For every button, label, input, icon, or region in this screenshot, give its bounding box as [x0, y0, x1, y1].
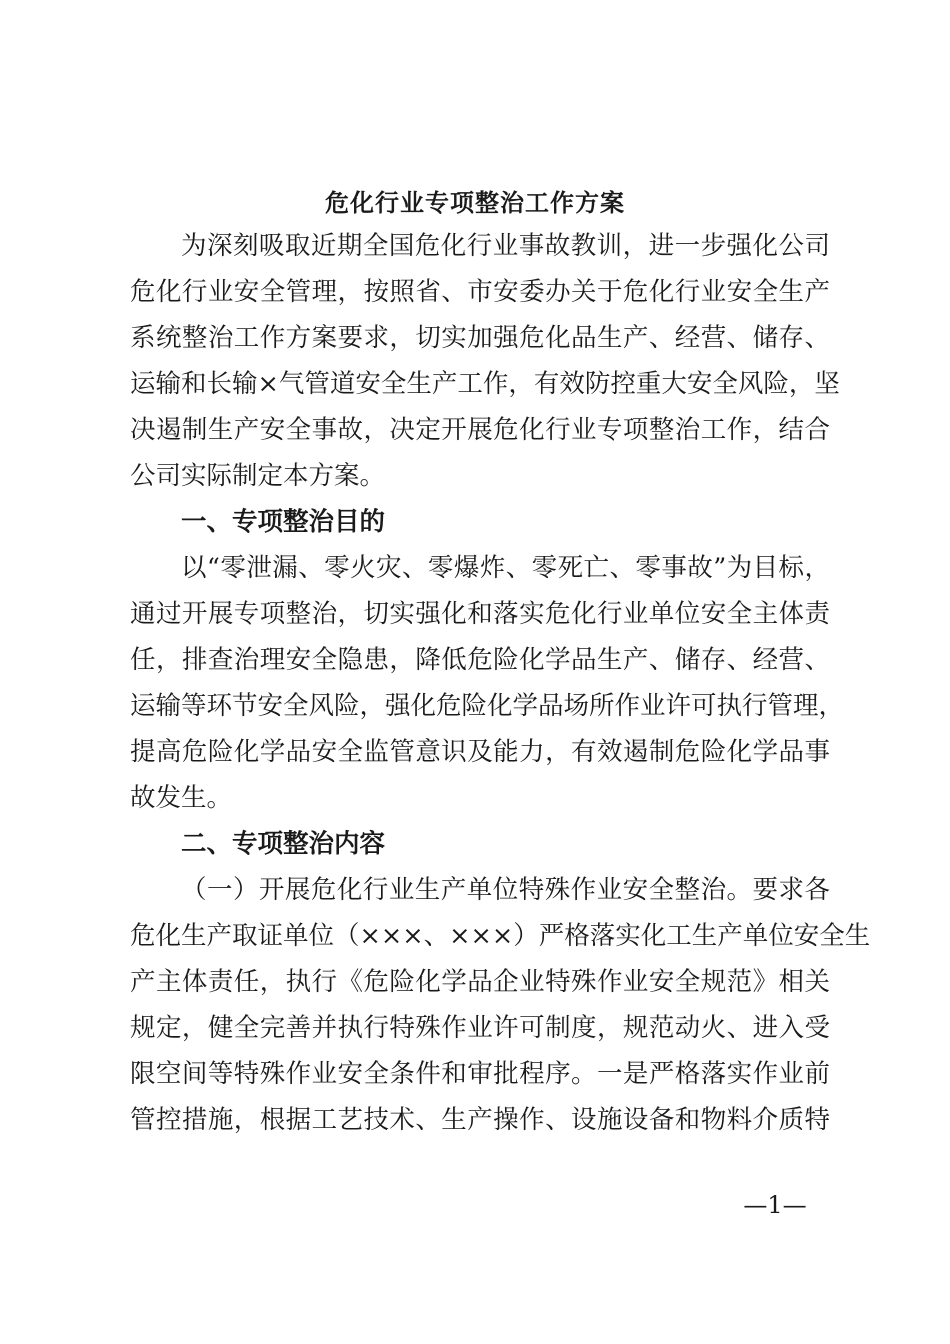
- intro-line: 危化行业安全管理，按照省、市安委办关于危化行业安全生产: [130, 277, 830, 307]
- section-2-line: 管控措施，根据工艺技术、生产操作、设施设备和物料介质特: [130, 1105, 830, 1135]
- section-1-line: 任，排查治理安全隐患，降低危险化学品生产、储存、经营、: [130, 645, 830, 675]
- section-1-heading: 一、专项整治目的: [181, 507, 386, 537]
- section-2-heading: 二、专项整治内容: [181, 829, 386, 859]
- section-1-line: 运输等环节安全风险，强化危险化学品场所作业许可执行管理，: [130, 691, 845, 721]
- document-title: 危化行业专项整治工作方案: [325, 188, 625, 217]
- page-number: —1—: [743, 1191, 807, 1219]
- section-1-line: 提高危险化学品安全监管意识及能力，有效遏制危险化学品事: [130, 737, 830, 767]
- section-2-line: 规定，健全完善并执行特殊作业许可制度，规范动火、进入受: [130, 1013, 830, 1043]
- intro-line: 运输和长输×气管道安全生产工作，有效防控重大安全风险，坚: [130, 369, 840, 399]
- section-2-line: 危化生产取证单位（×××、×××）严格落实化工生产单位安全生: [130, 921, 871, 951]
- section-1-line: 通过开展专项整治，切实强化和落实危化行业单位安全主体责: [130, 599, 830, 629]
- intro-line: 公司实际制定本方案。: [130, 461, 386, 491]
- section-1-line: 以“零泄漏、零火灾、零爆炸、零死亡、零事故”为目标，: [181, 553, 830, 583]
- section-1-line: 故发生。: [130, 783, 233, 813]
- intro-line: 决遏制生产安全事故，决定开展危化行业专项整治工作，结合: [130, 415, 830, 445]
- intro-line: 系统整治工作方案要求，切实加强危化品生产、经营、储存、: [130, 323, 830, 353]
- intro-line: 为深刻吸取近期全国危化行业事故教训，进一步强化公司: [181, 231, 830, 261]
- section-2-line: 产主体责任，执行《危险化学品企业特殊作业安全规范》相关: [130, 967, 830, 997]
- section-2-line: 限空间等特殊作业安全条件和审批程序。一是严格落实作业前: [130, 1059, 830, 1089]
- section-2-line: （一）开展危化行业生产单位特殊作业安全整治。要求各: [181, 875, 830, 905]
